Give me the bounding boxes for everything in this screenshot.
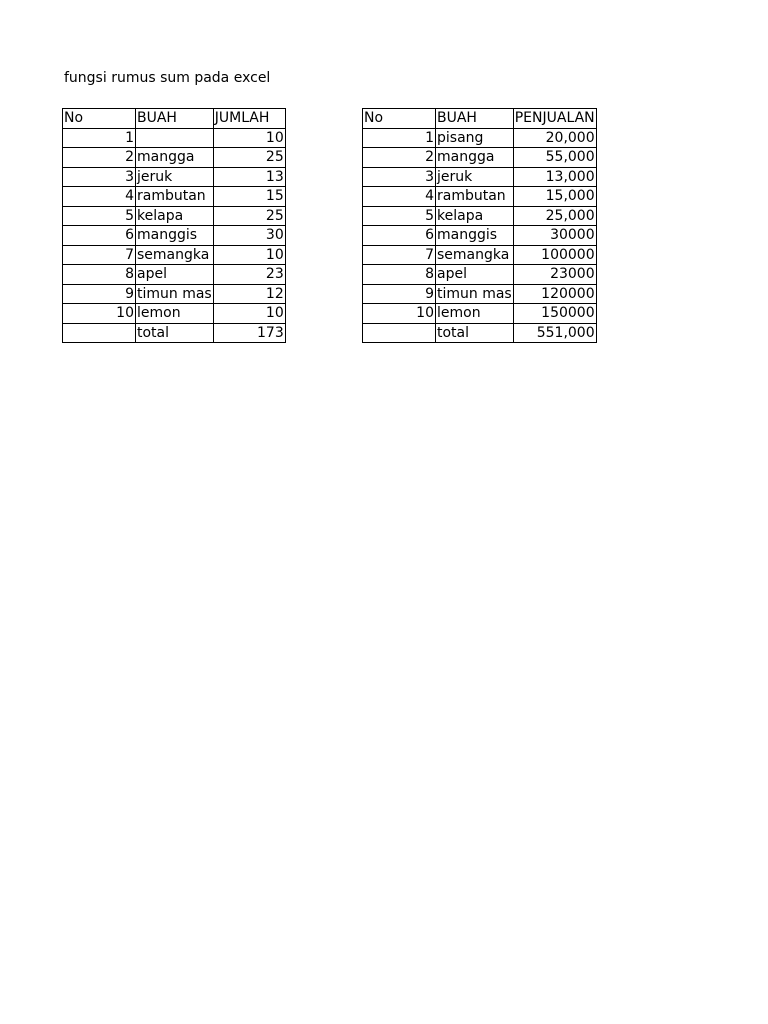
table-row <box>63 148 286 168</box>
total-row <box>63 323 286 343</box>
cell-no[interactable]: 10 <box>363 304 436 324</box>
cell-no[interactable]: 4 <box>363 187 436 207</box>
table-row <box>63 304 286 324</box>
cell-buah[interactable]: manggis <box>436 226 514 246</box>
cell-penjualan[interactable]: 15,000 <box>513 187 596 207</box>
table-row <box>363 304 597 324</box>
cell-buah[interactable]: mangga <box>136 148 214 168</box>
cell-buah[interactable]: rambutan <box>136 187 214 207</box>
cell-penjualan[interactable]: 120000 <box>513 284 596 304</box>
cell-empty[interactable] <box>63 323 136 343</box>
header-cell-no[interactable]: No <box>363 109 436 129</box>
cell-no[interactable]: 5 <box>63 206 136 226</box>
cell-no[interactable]: 8 <box>63 265 136 285</box>
cell-jumlah[interactable]: 10 <box>213 245 285 265</box>
cell-buah[interactable] <box>136 128 214 148</box>
table-row <box>63 167 286 187</box>
table-row <box>63 128 286 148</box>
cell-buah[interactable]: mangga <box>436 148 514 168</box>
cell-no[interactable]: 9 <box>63 284 136 304</box>
table-row <box>363 284 597 304</box>
cell-penjualan[interactable]: 25,000 <box>513 206 596 226</box>
table-row <box>363 226 597 246</box>
table-header-row <box>363 109 597 129</box>
table-row <box>63 245 286 265</box>
total-value[interactable]: 173 <box>213 323 285 343</box>
cell-buah[interactable]: apel <box>436 265 514 285</box>
cell-buah[interactable]: jeruk <box>436 167 514 187</box>
cell-penjualan[interactable]: 30000 <box>513 226 596 246</box>
cell-penjualan[interactable]: 20,000 <box>513 128 596 148</box>
cell-jumlah[interactable]: 12 <box>213 284 285 304</box>
cell-buah[interactable]: manggis <box>136 226 214 246</box>
cell-penjualan[interactable]: 55,000 <box>513 148 596 168</box>
cell-buah[interactable]: jeruk <box>136 167 214 187</box>
cell-no[interactable]: 1 <box>363 128 436 148</box>
cell-no[interactable]: 1 <box>63 128 136 148</box>
table-row <box>63 284 286 304</box>
page-title: fungsi rumus sum pada excel <box>64 70 271 86</box>
cell-empty[interactable] <box>363 323 436 343</box>
table-row <box>363 206 597 226</box>
cell-jumlah[interactable]: 10 <box>213 128 285 148</box>
cell-no[interactable]: 6 <box>363 226 436 246</box>
cell-buah[interactable]: timun mas <box>137 285 212 302</box>
cell-jumlah[interactable]: 30 <box>213 226 285 246</box>
table-row <box>363 167 597 187</box>
cell-jumlah[interactable]: 10 <box>213 304 285 324</box>
cell-buah[interactable]: lemon <box>136 304 214 324</box>
cell-buah[interactable]: lemon <box>436 304 514 324</box>
table-header-row <box>63 109 286 129</box>
cell-no[interactable]: 3 <box>63 167 136 187</box>
table-row <box>363 187 597 207</box>
table-row <box>363 128 597 148</box>
cell-no[interactable]: 5 <box>363 206 436 226</box>
cell-no[interactable]: 4 <box>63 187 136 207</box>
cell-buah[interactable]: semangka <box>436 245 514 265</box>
table-row <box>63 265 286 285</box>
cell-no[interactable]: 8 <box>363 265 436 285</box>
header-cell-buah[interactable]: BUAH <box>436 109 514 129</box>
cell-jumlah[interactable]: 13 <box>213 167 285 187</box>
table-row <box>363 265 597 285</box>
cell-buah[interactable]: pisang <box>436 128 514 148</box>
cell-no[interactable]: 9 <box>363 284 436 304</box>
cell-no[interactable]: 2 <box>363 148 436 168</box>
cell-buah[interactable]: apel <box>136 265 214 285</box>
total-label[interactable]: total <box>136 323 214 343</box>
cell-jumlah[interactable]: 25 <box>213 206 285 226</box>
table-row <box>363 245 597 265</box>
total-value[interactable]: 551,000 <box>513 323 596 343</box>
table-row <box>63 206 286 226</box>
cell-jumlah[interactable]: 15 <box>213 187 285 207</box>
header-cell-no[interactable]: No <box>63 109 136 129</box>
cell-buah[interactable]: kelapa <box>436 206 514 226</box>
penjualan-table <box>362 108 597 343</box>
cell-no[interactable]: 3 <box>363 167 436 187</box>
cell-no[interactable]: 2 <box>63 148 136 168</box>
cell-jumlah[interactable]: 23 <box>213 265 285 285</box>
header-cell-buah[interactable]: BUAH <box>136 109 214 129</box>
header-cell-jumlah[interactable]: JUMLAH <box>213 109 285 129</box>
cell-jumlah[interactable]: 25 <box>213 148 285 168</box>
table-row <box>363 148 597 168</box>
cell-penjualan[interactable]: 150000 <box>513 304 596 324</box>
cell-no[interactable]: 7 <box>63 245 136 265</box>
cell-penjualan[interactable]: 23000 <box>513 265 596 285</box>
cell-penjualan[interactable]: 13,000 <box>513 167 596 187</box>
cell-buah[interactable]: kelapa <box>136 206 214 226</box>
cell-buah[interactable]: timun mas <box>437 285 512 302</box>
cell-penjualan[interactable]: 100000 <box>513 245 596 265</box>
table-row <box>63 226 286 246</box>
cell-no[interactable]: 7 <box>363 245 436 265</box>
header-cell-penjualan[interactable]: PENJUALAN <box>514 110 595 127</box>
cell-no[interactable]: 10 <box>63 304 136 324</box>
cell-buah[interactable]: rambutan <box>436 187 514 207</box>
jumlah-table <box>62 108 286 343</box>
total-label[interactable]: total <box>436 323 514 343</box>
total-row <box>363 323 597 343</box>
table-row <box>63 187 286 207</box>
cell-buah[interactable]: semangka <box>136 245 214 265</box>
cell-no[interactable]: 6 <box>63 226 136 246</box>
